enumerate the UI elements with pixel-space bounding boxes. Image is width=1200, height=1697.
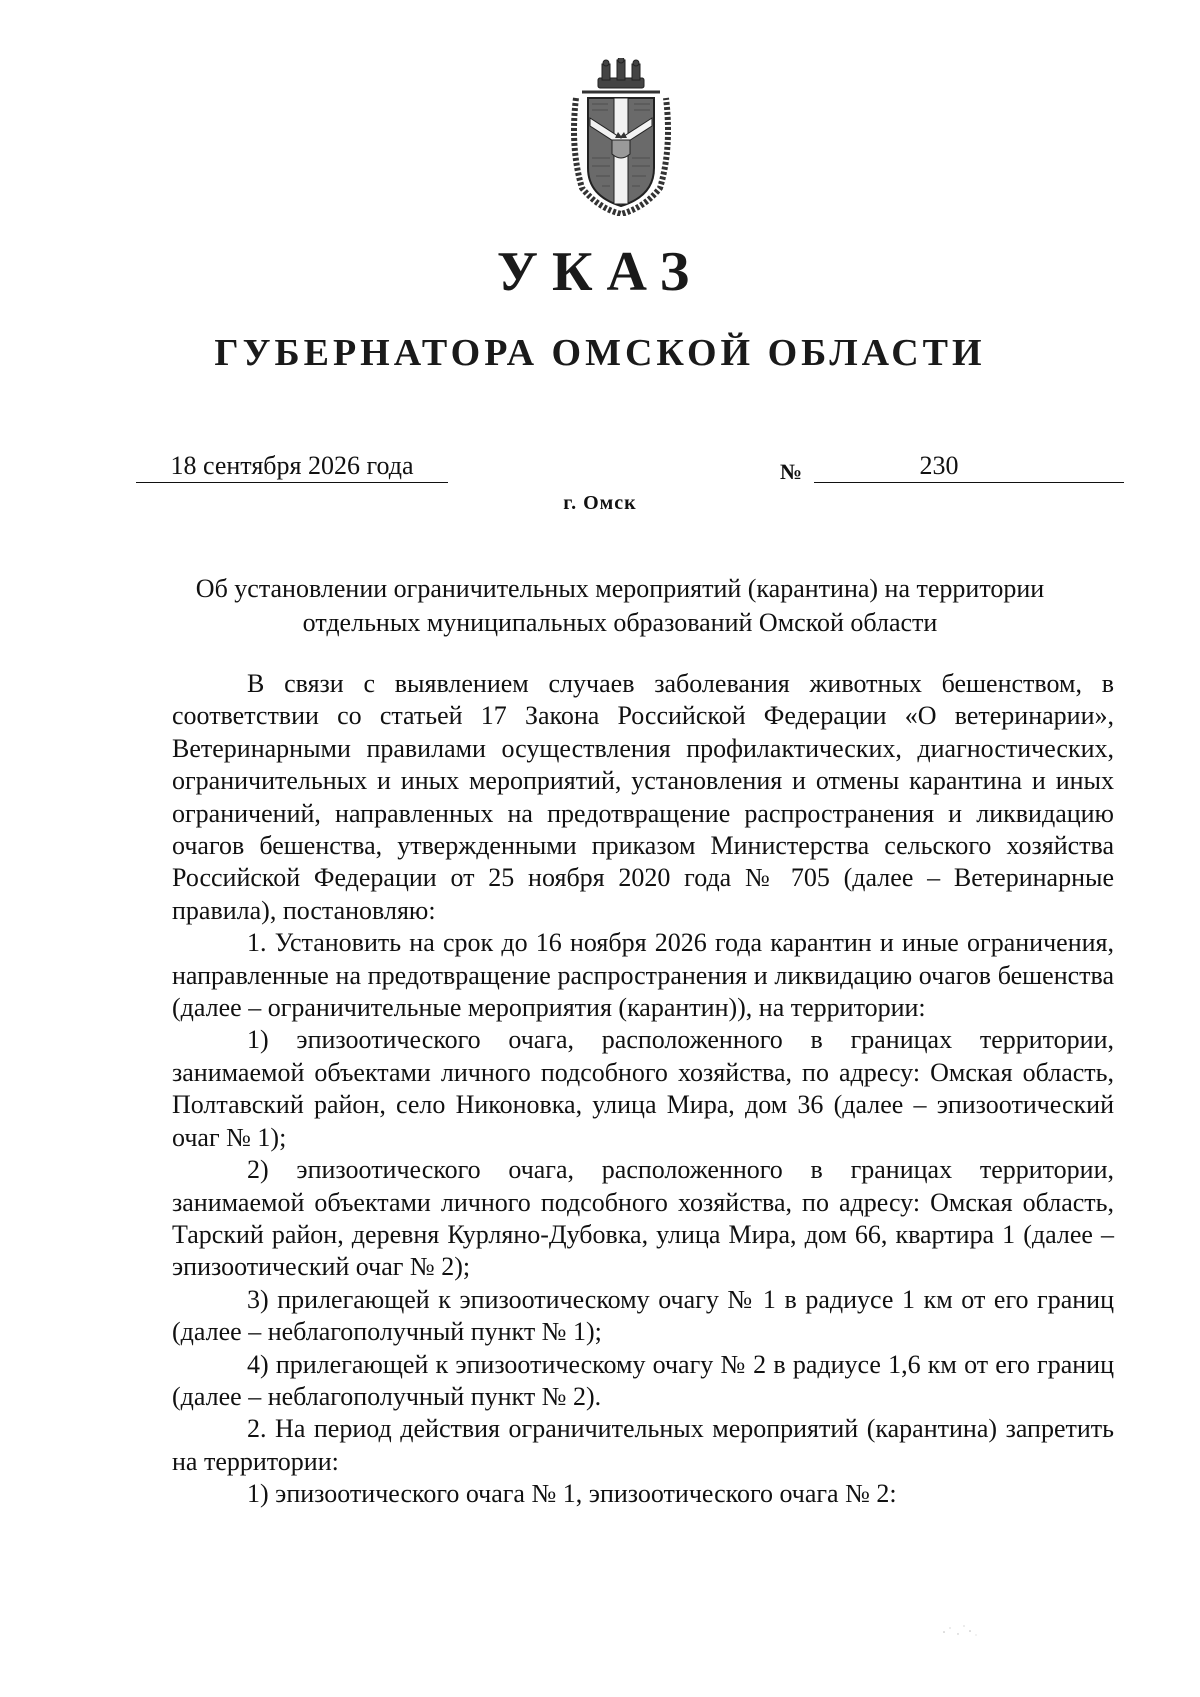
document-number: 230: [919, 451, 959, 480]
coat-of-arms-emblem: [568, 58, 674, 216]
document-date: 18 сентября 2026 года: [136, 450, 448, 483]
clause-1: 1. Установить на срок до 16 ноября 2026 года карантин и иные ограничения, направленные на предотвращение распространения и ликвидацию очагов бешенства (далее – ограничительные мероприятия (карантин)), на территории:: [172, 928, 1114, 1023]
clause-2: 2. На период действия ограничительных мероприятий (карантина) запретить на территории:: [172, 1414, 1114, 1476]
issuing-authority-title: ГУБЕРНАТОРА ОМСКОЙ ОБЛАСТИ: [214, 332, 986, 374]
clause-2-item-1: 1) эпизоотического очага № 1, эпизоотического очага № 2:: [247, 1479, 897, 1509]
clause-1-item-1: 1) эпизоотического очага, расположенного в границах территории, занимаемой объектами личного подсобного хозяйства, по адресу: Омская область, Полтавский район, село Никоновка, улица Мира, дом 36 (далее – эпизоотический очаг № 1);: [172, 1025, 1114, 1152]
preamble-paragraph: В связи с выявлением случаев заболевания животных бешенством, в соответствии со статьей 17 Закона Российской Федерации «О ветеринарии», Ветеринарными правилами осуществления профилактических, диагностических, ограничительных и иных мероприятий, установления и отмены карантина и иных ограничений, направленных на предотвращение распространения и ликвидацию очагов бешенства, утвержденными приказом Министерства сельского хозяйства Российской Федерации от 25 ноября 2020 года № 705 (далее – Ветеринарные правила), постановляю:: [172, 669, 1114, 925]
document-heading: [150, 572, 1090, 640]
scan-noise-marks: [940, 1620, 980, 1640]
city-of-issue: г. Омск: [563, 492, 637, 514]
document-number-field: [814, 450, 1124, 483]
omsk-coat-of-arms-icon: [568, 58, 674, 216]
heading-line-2: отдельных муниципальных образований Омской области: [302, 608, 938, 637]
document-type-title: УКАЗ: [496, 241, 704, 303]
heading-line-1: Об установлении ограничительных мероприятий (карантина) на территории: [195, 574, 1045, 603]
clause-1-item-4: 4) прилегающей к эпизоотическому очагу № 2 в радиусе 1,6 км от его границ (далее – неблагополучный пункт № 2).: [172, 1349, 1114, 1411]
document-body: [172, 668, 1114, 1511]
clause-1-item-3: 3) прилегающей к эпизоотическому очагу № 1 в радиусе 1 км от его границ (далее – неблагополучный пункт № 1);: [172, 1284, 1114, 1347]
clause-1-item-2: 2) эпизоотического очага, расположенного в границах территории, занимаемой объектами личного подсобного хозяйства, по адресу: Омская область, Тарский район, деревня Курляно-Дубовка, улица Мира, дом 66, квартира 1 (далее – эпизоотический очаг № 2);: [172, 1155, 1114, 1282]
number-sign: №: [780, 459, 803, 484]
